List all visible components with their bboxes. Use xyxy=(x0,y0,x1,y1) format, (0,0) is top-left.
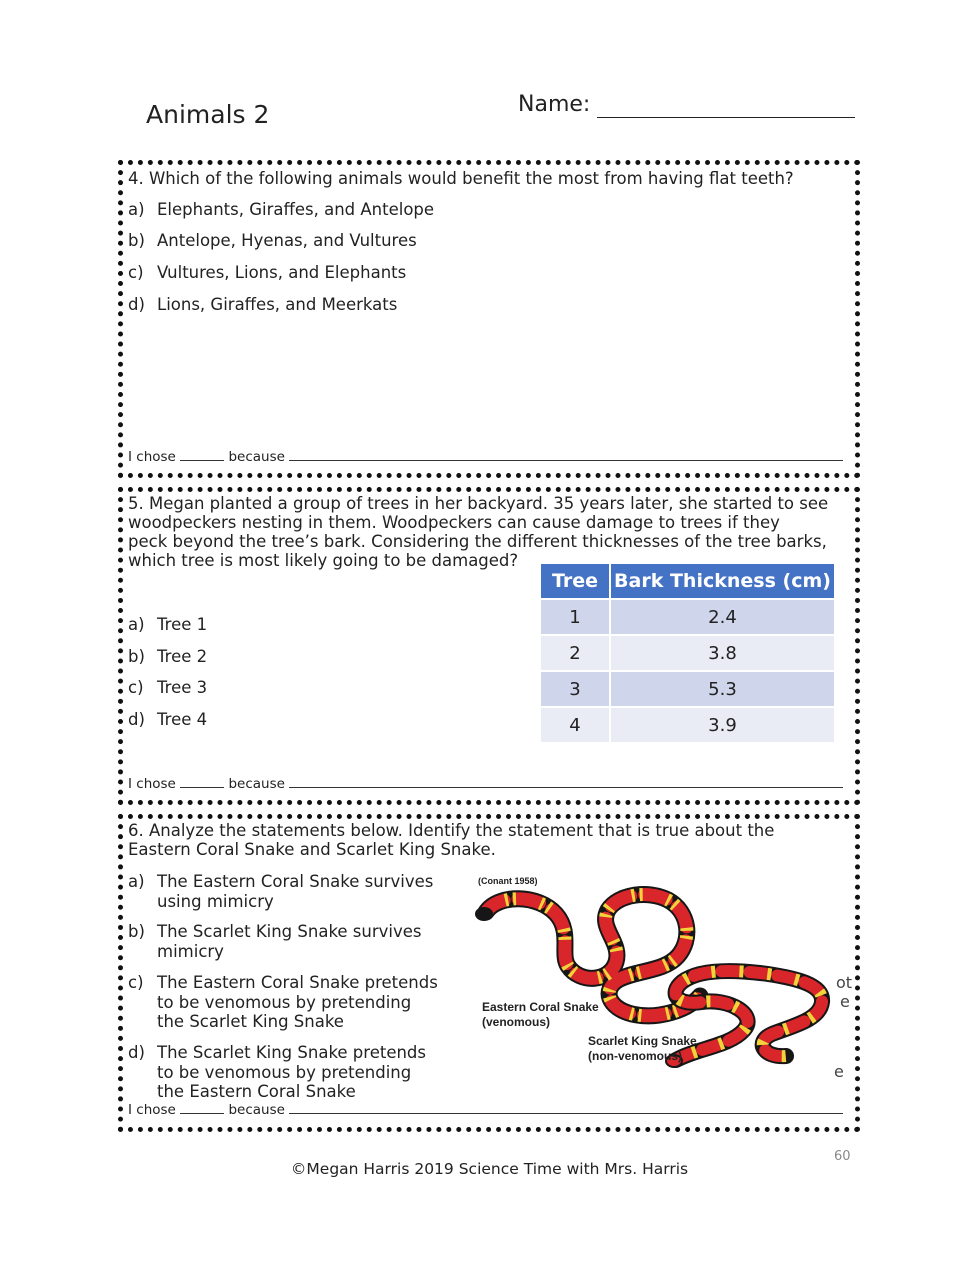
option-text xyxy=(157,922,422,961)
because-label: because xyxy=(228,776,285,792)
q4-option-d[interactable] xyxy=(128,295,397,315)
option-text: Vultures, Lions, and Elephants xyxy=(157,263,407,282)
q6-option-b[interactable] xyxy=(128,922,422,961)
option-letter: a) xyxy=(128,200,145,219)
i-chose-label: I chose xyxy=(128,776,176,792)
q4-answer-line[interactable] xyxy=(128,449,843,465)
option-letter: b) xyxy=(128,922,145,941)
i-chose-label: I chose xyxy=(128,449,176,465)
table-row xyxy=(541,672,834,706)
coral-snake-note: (venomous) xyxy=(482,1015,551,1029)
hidden-text-fragment: e xyxy=(840,992,850,1011)
reason-blank[interactable] xyxy=(289,1102,843,1114)
thickness-cell: 3.8 xyxy=(611,636,834,670)
q6-option-c[interactable] xyxy=(128,973,438,1032)
q6-answer-line[interactable] xyxy=(128,1102,843,1118)
image-source-label: (Conant 1958) xyxy=(478,876,538,886)
thickness-cell: 5.3 xyxy=(611,672,834,706)
option-text xyxy=(157,1043,426,1102)
option-line: using mimicry xyxy=(157,891,274,911)
tree-cell: 1 xyxy=(541,600,609,634)
coral-and-king-snake-image xyxy=(468,870,834,1080)
reason-blank[interactable] xyxy=(289,449,843,461)
page-number: 60 xyxy=(834,1149,851,1164)
option-line: The Eastern Coral Snake pretends xyxy=(157,973,438,992)
thickness-cell: 3.9 xyxy=(611,708,834,742)
q6-option-a[interactable] xyxy=(128,872,433,911)
q4-option-c[interactable] xyxy=(128,263,406,283)
tree-cell: 2 xyxy=(541,636,609,670)
option-line: mimicry xyxy=(157,941,224,961)
option-text: Elephants, Giraffes, and Antelope xyxy=(157,200,435,219)
i-chose-label: I chose xyxy=(128,1102,176,1118)
column-header-tree: Tree xyxy=(541,564,609,598)
question-5-text xyxy=(128,494,828,570)
q6-option-d[interactable] xyxy=(128,1043,426,1102)
choice-blank[interactable] xyxy=(180,449,224,461)
table-row xyxy=(541,600,834,634)
table-row xyxy=(541,708,834,742)
table-row xyxy=(541,636,834,670)
question-line: Eastern Coral Snake and Scarlet King Snake. xyxy=(128,840,496,859)
q4-option-b[interactable] xyxy=(128,231,417,251)
option-line: The Scarlet King Snake survives xyxy=(157,922,422,941)
option-text: Tree 1 xyxy=(157,615,208,634)
option-line: the Scarlet King Snake xyxy=(157,1012,344,1031)
question-4-text: 4. Which of the following animals would benefit the most from having flat teeth? xyxy=(128,169,794,188)
table-header-row xyxy=(541,564,834,598)
option-text: Tree 3 xyxy=(157,678,208,697)
option-line: the Eastern Coral Snake xyxy=(157,1082,356,1101)
option-letter: a) xyxy=(128,872,145,891)
bark-thickness-table xyxy=(539,562,836,744)
q5-answer-line[interactable] xyxy=(128,776,843,792)
option-text: Lions, Giraffes, and Meerkats xyxy=(157,295,398,314)
name-label: Name: xyxy=(518,92,591,117)
option-text xyxy=(157,973,438,1032)
option-letter: b) xyxy=(128,647,145,666)
thickness-cell: 2.4 xyxy=(611,600,834,634)
option-text: Tree 4 xyxy=(157,710,208,729)
coral-snake-label: Eastern Coral Snake xyxy=(482,1000,599,1014)
copyright-footer: ©Megan Harris 2019 Science Time with Mrs. Harris xyxy=(290,1160,689,1178)
choice-blank[interactable] xyxy=(180,776,224,788)
option-letter: b) xyxy=(128,231,145,250)
option-text: Antelope, Hyenas, and Vultures xyxy=(157,231,417,250)
choice-blank[interactable] xyxy=(180,1102,224,1114)
option-line: to be venomous by pretending xyxy=(157,1062,412,1082)
option-line: The Eastern Coral Snake survives xyxy=(157,872,434,891)
question-line: 6. Analyze the statements below. Identify the statement that is true about the xyxy=(128,821,775,840)
option-letter: c) xyxy=(128,263,144,282)
question-line: 5. Megan planted a group of trees in her backyard. 35 years later, she started to see xyxy=(128,494,829,513)
name-input-line[interactable] xyxy=(597,117,855,118)
king-snake-label: Scarlet King Snake xyxy=(588,1034,697,1048)
option-text: Tree 2 xyxy=(157,647,208,666)
question-line: which tree is most likely going to be damaged? xyxy=(128,551,519,570)
q5-option-a[interactable] xyxy=(128,615,207,635)
q4-option-a[interactable] xyxy=(128,200,434,220)
worksheet-title: Animals 2 xyxy=(146,100,270,129)
option-letter: a) xyxy=(128,615,145,634)
option-letter: d) xyxy=(128,295,145,314)
option-letter: c) xyxy=(128,973,144,992)
option-letter: d) xyxy=(128,710,145,729)
because-label: because xyxy=(228,1102,285,1118)
question-6-text xyxy=(128,821,774,859)
because-label: because xyxy=(228,449,285,465)
option-text xyxy=(157,872,433,911)
option-letter: d) xyxy=(128,1043,145,1062)
question-line: peck beyond the tree’s bark. Considering the different thicknesses of the tree barks, xyxy=(128,532,827,551)
column-header-thickness: Bark Thickness (cm) xyxy=(611,564,834,598)
question-line: woodpeckers nesting in them. Woodpeckers can cause damage to trees if they xyxy=(128,513,780,532)
reason-blank[interactable] xyxy=(289,776,843,788)
q5-option-d[interactable] xyxy=(128,710,207,730)
tree-cell: 3 xyxy=(541,672,609,706)
q5-option-c[interactable] xyxy=(128,678,207,698)
hidden-text-fragment: e xyxy=(834,1062,844,1081)
option-line: to be venomous by pretending xyxy=(157,992,412,1012)
option-letter: c) xyxy=(128,678,144,697)
option-line: The Scarlet King Snake pretends xyxy=(157,1043,427,1062)
king-snake-note: (non-venomous) xyxy=(588,1049,682,1063)
tree-cell: 4 xyxy=(541,708,609,742)
hidden-text-fragment: ot xyxy=(836,973,853,992)
q5-option-b[interactable] xyxy=(128,647,207,667)
